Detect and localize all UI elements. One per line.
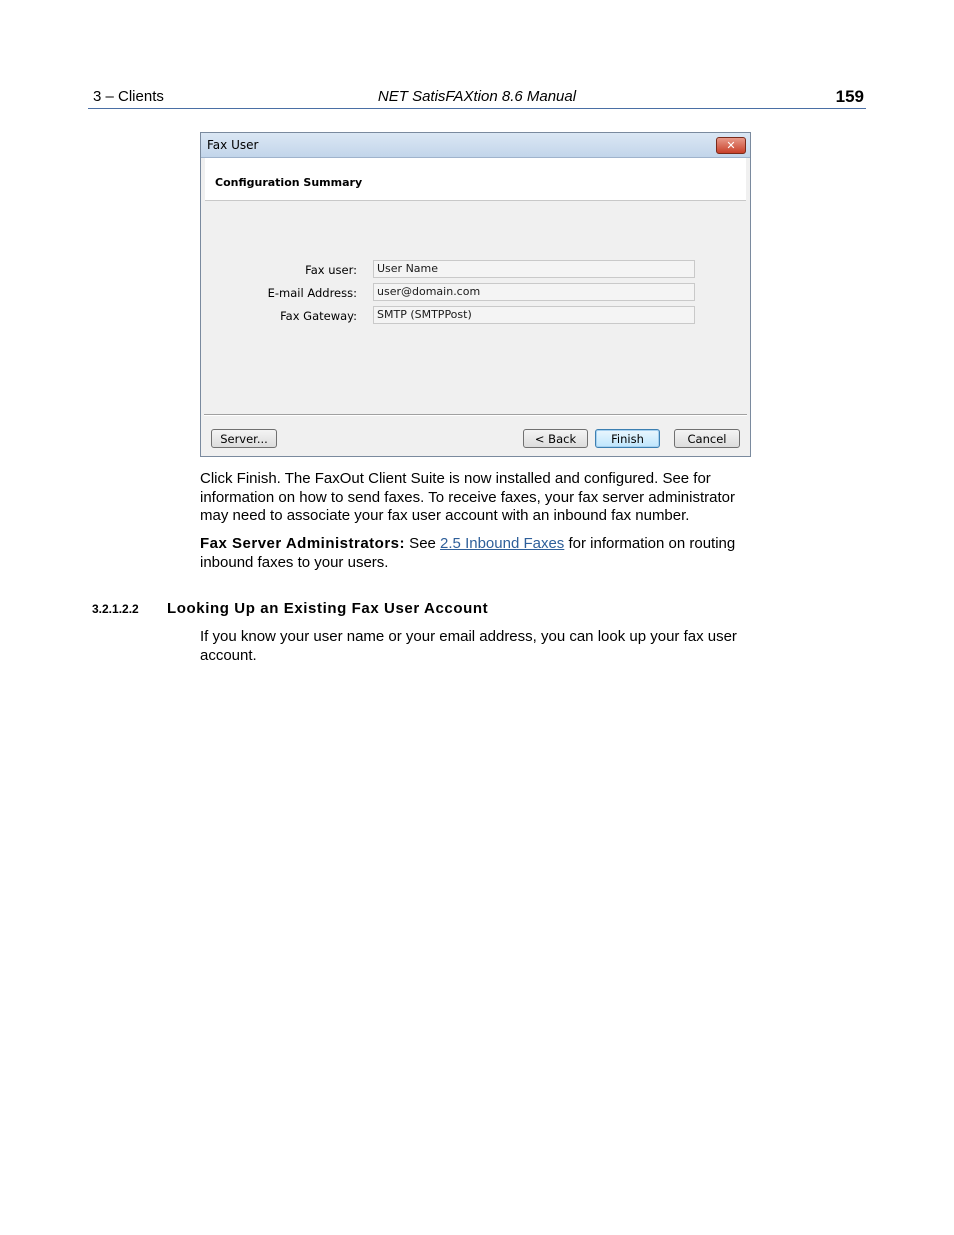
page-number: 159 xyxy=(835,87,864,106)
fax-user-dialog xyxy=(200,132,751,457)
dialog-separator xyxy=(204,414,747,416)
server-button[interactable]: Server... xyxy=(211,429,277,448)
inbound-faxes-link[interactable]: 2.5 Inbound Faxes xyxy=(440,535,565,552)
admin-note-label: Fax Server Administrators: xyxy=(200,535,406,552)
lookup-paragraph: If you know your user name or your email address, you can look up your fax user account. xyxy=(200,628,737,664)
fax-user-field[interactable]: User Name xyxy=(373,260,695,278)
configuration-summary-heading: Configuration Summary xyxy=(215,176,363,189)
admin-note-rest: for information on routing inbound faxes to your users. xyxy=(200,535,736,571)
section-title: Looking Up an Existing Fax User Account xyxy=(167,600,489,617)
admin-note-paragraph xyxy=(200,535,760,572)
manual-title: NET SatisFAXtion 8.6 Manual xyxy=(377,88,577,105)
fax-user-label: Fax user: xyxy=(305,263,357,277)
section-number: 3.2.1.2.2 xyxy=(92,602,139,616)
fax-gateway-label: Fax Gateway: xyxy=(280,309,357,323)
admin-note-see: See xyxy=(405,535,441,552)
dialog-title: Fax User xyxy=(207,138,259,152)
running-header xyxy=(88,86,866,109)
close-icon[interactable]: ✕ xyxy=(716,137,746,154)
cancel-button[interactable]: Cancel xyxy=(674,429,740,448)
email-address-field[interactable]: user@domain.com xyxy=(373,283,695,301)
finish-instructions-paragraph: Click Finish. The FaxOut Client Suite is now installed and configured. See for information on how to send faxes. To receive faxes, your fax server administrator may need to associate your fax user account with an inbound fax number. xyxy=(200,470,735,524)
email-address-label: E-mail Address: xyxy=(267,286,357,300)
finish-button[interactable]: Finish xyxy=(595,429,660,448)
chapter-label: 3 – Clients xyxy=(93,88,164,105)
dialog-titlebar xyxy=(201,133,750,158)
fax-gateway-field[interactable]: SMTP (SMTPPost) xyxy=(373,306,695,324)
dialog-header-panel xyxy=(205,158,746,201)
back-button[interactable]: < Back xyxy=(523,429,588,448)
